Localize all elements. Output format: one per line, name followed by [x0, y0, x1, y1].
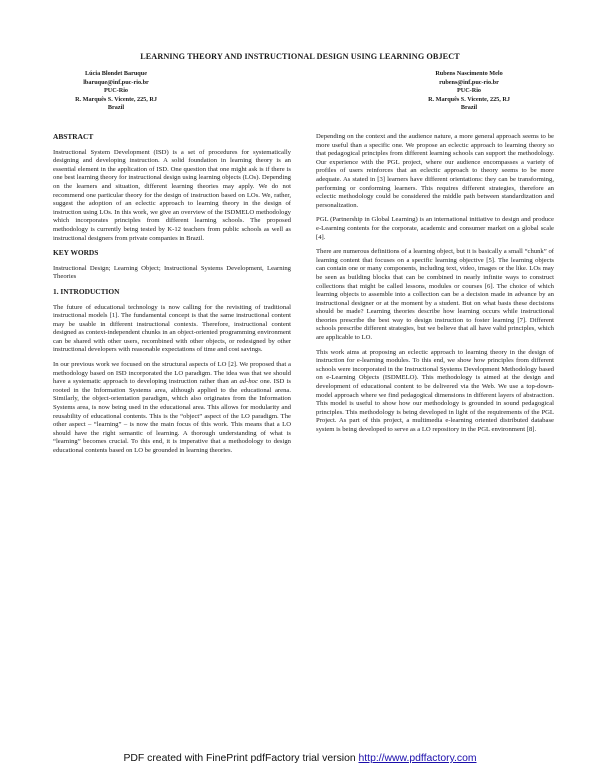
introduction-heading: 1. INTRODUCTION [53, 286, 120, 296]
abstract-heading: ABSTRACT [53, 132, 94, 141]
author-affiliation: PUC-Rio [103, 87, 129, 95]
right-paragraph-4: This work aims at proposing an eclectic approach to learning theory in the design of instruction for e-learning modules. To this end, we show how principles from different schools were incorporated in the Instructional Systems Development Methodology based on e-Learning Objects (ISDMELO). This methodology is aimed at the design and development of educational content to be delivered via the Web. We use a top-down-model approach where we find pedagogical dimensions in different layers of abstraction. This model is useful to show how our methodology is grounded in sound pedagogical principles. This methodology is being developed in light of the requirements of the PGL Project. As part of this project, a multimedia e-learning oriented distributed database system is being developed to serve as a LO repository in the PGL environment [8]. [316, 348, 554, 433]
pdf-footer [0, 753, 600, 764]
author-address: R. Marquês S. Vicente, 225, RJ [75, 95, 157, 103]
footer-text: PDF created with FinePrint pdfFactory trial version [123, 753, 359, 764]
left-column [53, 133, 291, 462]
intro-paragraph-2 [53, 361, 291, 456]
right-paragraph-2: PGL (Partnership in Global Learning) is an international initiative to design and produce e-Learning contents for the corporate, academic and consumer market on a global scale [4]. [316, 216, 554, 241]
paper-title: LEARNING THEORY AND INSTRUCTIONAL DESIGN USING LEARNING OBJECT [140, 52, 460, 61]
intro-p2-end: one. ISD is rooted in the Information Systems area, although applied to the educational arena. Similarly, the object-orientation paradigm, which also originates from the Information Systems area, is now being used in the educational area. This allows for modularity and reusability of educational contents. This is the “object” aspect of the LO paradigm. The other aspect – “learning” – is now the main focus of this work. This means that a LO should have the right semantic of learning. A thorough understanding of what is “learning” becomes crucial. To this end, it is imperative that a methodology to design educational contents based on LO be grounded in learning theories. [53, 378, 292, 454]
author-email: lbaruque@inf.puc-rio.br [83, 78, 149, 86]
author-name: Rubens Nascimento Melo [435, 70, 503, 77]
author-country: Brazil [460, 104, 478, 112]
intro-p2-start: In our previous work we focused on the structural aspects of LO [2]. We proposed that a methodology based on ISD incorporated the LO paradigm. The idea was that we should have a systematic approach to developing instruction rather than an [53, 361, 291, 386]
author-address: R. Marquês S. Vicente, 225, RJ [428, 95, 510, 103]
author-block-left [62, 70, 170, 113]
footer-link[interactable]: http://www.pdffactory.com [358, 753, 477, 764]
right-paragraph-3: There are numerous definitions of a learning object, but it is basically a small “chunk” of learning content that focuses on a specific learning objective [5]. The learning objects can contain one or many components, including text, video, images or the like. LOs may be seen as building blocks that can be combined in nearly infinite ways to construct collections that might be called lessons, modules or courses [6]. The choice of which learning objects to assemble into a collection can be a decision made in advance by an instructional designer or at the moment by a student. But on what basis these decisions should be made? Learning theories describe how learning occurs while instructional theories prescribe the best way to design instruction to foster learning [7]. Different schools prescribe different strategies, but we believe that all have valid principles, which are applicable to LO. [316, 248, 554, 342]
author-country: Brazil [107, 104, 125, 112]
author-affiliation: PUC-Rio [456, 87, 482, 95]
keywords-heading: KEY WORDS [53, 248, 99, 258]
intro-paragraph-1: The future of educational technology is now calling for the revisiting of traditional instructional models [1]. The fundamental concept is that the same instructional content may be usable in different instructional contexts. Therefore, instructional content designed as context-independent chunks in an object-oriented programming environment can be shared with other users, recombined with other objects, or redesigned by other instructional developers with reasonable expectations of time and cost savings. [53, 303, 291, 354]
right-paragraph-1: Depending on the context and the audience nature, a more general approach seems to be more useful than a specific one. We propose an eclectic approach to learning theory so that pedagogical principles from different learning schools can support the methodology. Our experience with the PGL project, where our audience encompasses a variety of profiles of users reinforces that an eclectic approach to theory seems to be more adequate. As stated in [3] learners have different orientations: they can be transforming, performing or conforming learners. This requires different strategies, therefore an eclectic methodology could be considered the middle path between standardization and personalization. [316, 133, 554, 209]
author-name: Lúcia Blondet Baruque [85, 70, 147, 77]
author-email: rubens@inf.puc-rio.br [439, 78, 499, 86]
intro-p2-italic: ad-hoc [239, 378, 258, 386]
author-block-right [415, 70, 523, 113]
keywords-text: Instructional Design; Learning Object; Instructional Systems Development, Learning Theories [53, 264, 291, 281]
abstract-text: Instructional System Development (ISD) is a set of procedures for systematically designing and developing instruction. A solid foundation in learning theory is an essential element in the application of ISD. One question that one might ask is if there is one best learning theory for instructional design using learning objects (LOs). Depending on the learners and situation, different learning theories may apply. We do not recommend one particular theory for the design of instruction based on LOs. We, rather, suggest the adoption of an eclectic approach to learning theory in the design of instruction using LOs. In this work, we give an overview of the ISDMELO methodology which incorporates principles from different learning schools. The proposed methodology is currently being tested by K-12 teachers from public schools as well as instructional designers from private companies in Brazil. [53, 148, 291, 242]
right-column [316, 133, 554, 441]
